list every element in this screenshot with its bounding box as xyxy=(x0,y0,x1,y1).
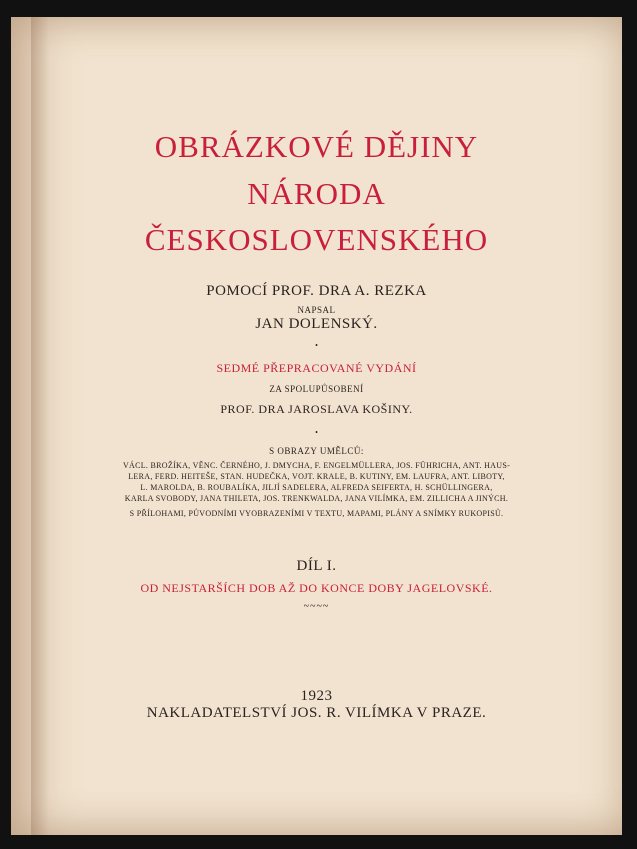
artists-line-2: LERA, FERD. HEITEŠE, STAN. HUDEČKA, VOJT. KRALE, B. KUTINY, EM. LAUFRA, ANT. LIBOTY, xyxy=(128,472,505,481)
part-number: DÍL I. xyxy=(296,558,337,574)
title-line-2: NÁRODA xyxy=(247,176,386,211)
wrote-label: NAPSAL xyxy=(297,305,336,315)
publisher-text: NAKLADATELSTVÍ JOS. R. VILÍMKA V PRAZE. xyxy=(146,705,487,721)
separator-dot: • xyxy=(315,428,318,437)
ornament-rule: ~~~~ xyxy=(303,601,330,612)
images-label: S OBRAZY UMĚLCŮ: xyxy=(269,446,364,456)
supplements-text: S PŘÍLOHAMI, PŮVODNÍMI VYOBRAZENÍMI V TEXTU, MAPAMI, PLÁNY A SNÍMKY RUKOPISŮ. xyxy=(129,509,504,518)
edition-text: SEDMÉ PŘEPRACOVANÉ VYDÁNÍ xyxy=(216,361,417,375)
artists-line-1: VÁCL. BROŽÍKA, VĚNC. ČERNÉHO, J. DMYCHA, F. ENGELMÜLLERA, JOS. FÜHRICHA, ANT. HAUS- xyxy=(122,461,511,470)
separator-dot: • xyxy=(315,341,318,350)
part-subtitle: OD NEJSTARŠÍCH DOB AŽ DO KONCE DOBY JAGELOVSKÉ. xyxy=(140,581,493,595)
author-name: JAN DOLENSKÝ. xyxy=(255,316,378,332)
cooperation-label: ZA SPOLUPŮSOBENÍ xyxy=(269,384,364,394)
title-line-3: ČESKOSLOVENSKÉHO xyxy=(144,222,489,257)
publication-year: 1923 xyxy=(300,688,333,704)
with-help-text: POMOCÍ PROF. DRA A. REZKA xyxy=(206,283,427,299)
cooperator-name: PROF. DRA JAROSLAVA KOŠINY. xyxy=(220,402,413,416)
artists-line-3: L. MAROLDA, B. ROUBALÍKA, JILJÍ SADELERA, ALFREDA SEIFERTA, H. SCHÜLLINGERA, xyxy=(140,483,493,492)
title-line-1: OBRÁZKOVÉ DĚJINY xyxy=(154,129,479,164)
title-page xyxy=(11,17,622,835)
artists-line-4: KARLA SVOBODY, JANA THILETA, JOS. TRENKWALDA, JANA VILÍMKA, EM. ZILLICHA A JINÝCH. xyxy=(124,494,509,503)
